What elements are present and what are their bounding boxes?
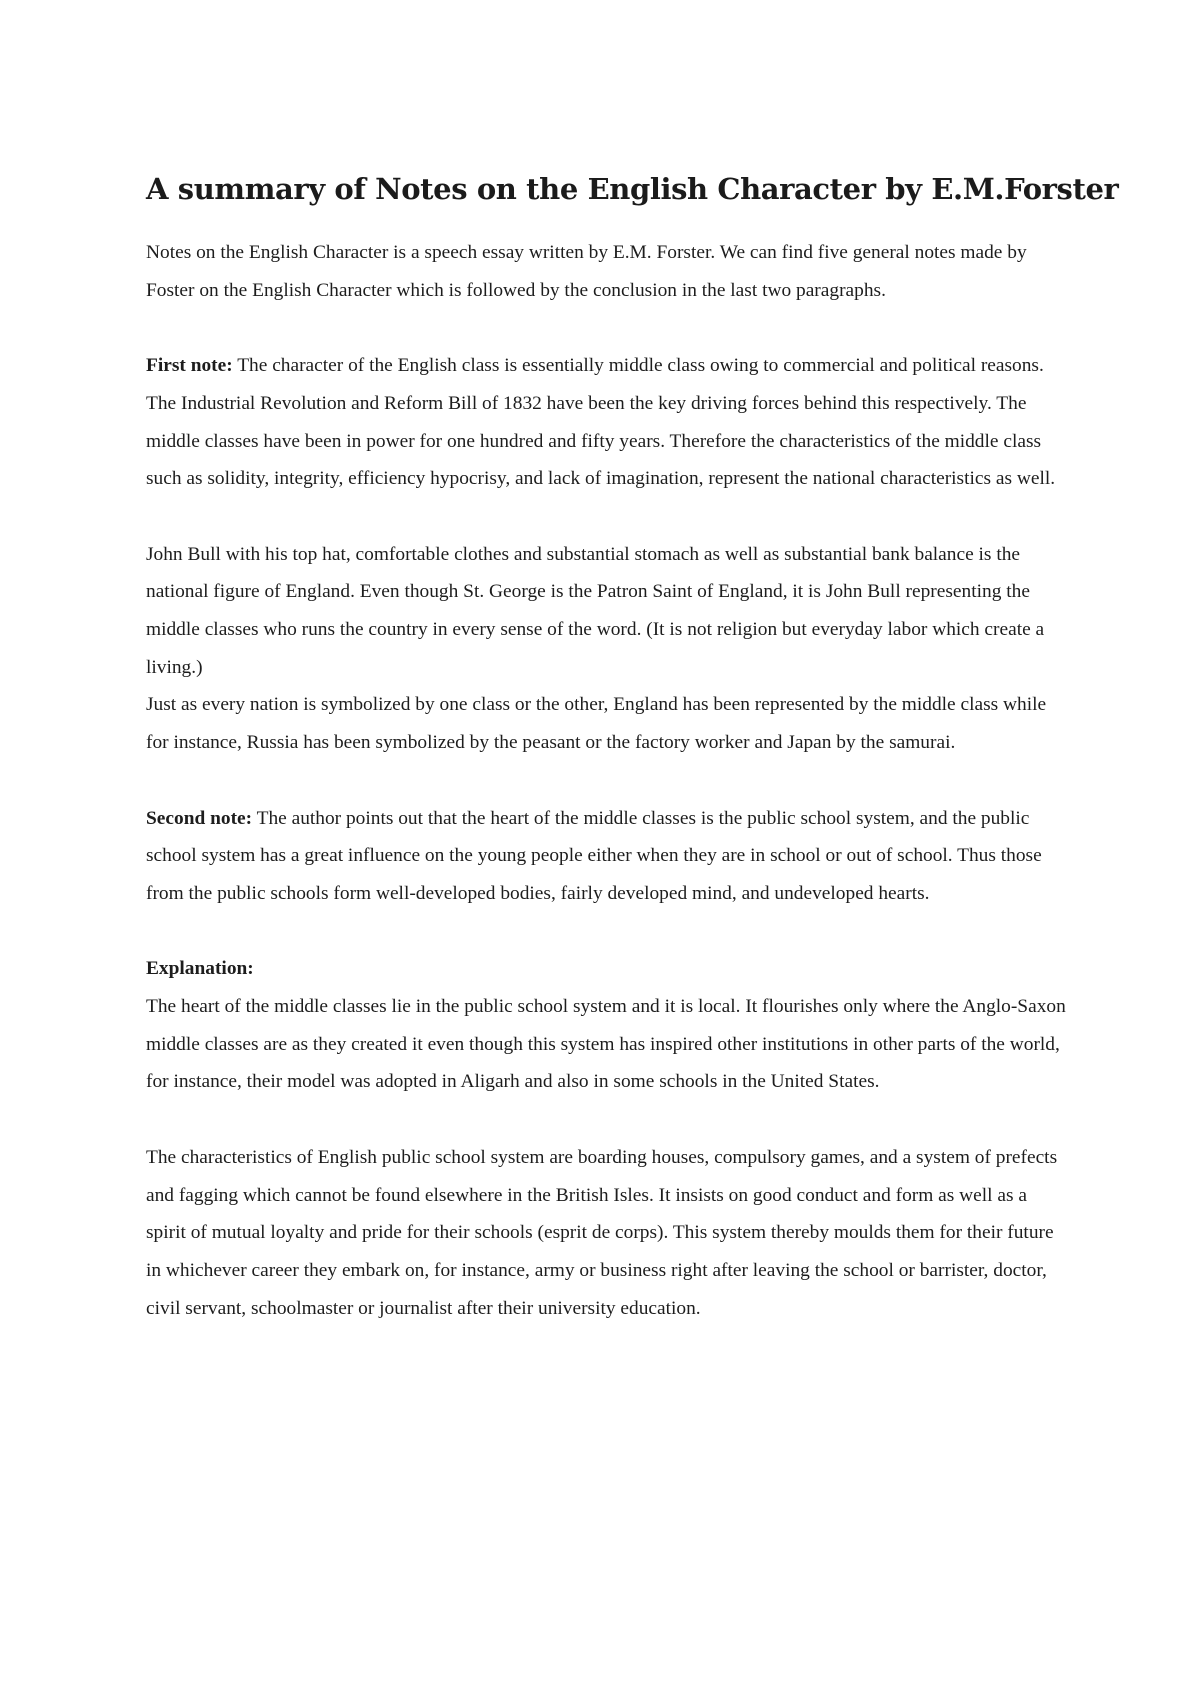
john-bull-paragraph: John Bull with his top hat, comfortable clothes and substantial stomach as well as substantial bank balance is the national figure of England. Even though St. George is the Patron Saint of England, it is John Bull representing the middle classes who runs the country in every sense of the word. (It is not religion but everyday labor which create a living.) [146, 543, 1045, 678]
document-page [146, 168, 1119, 1327]
paragraph-gap [146, 309, 1066, 347]
second-note-text: The author points out that the heart of the middle classes is the public school system, and the public school system has a great influence on the young people either when they are in school or out of school. Thus those from the public schools form well-developed bodies, fairly developed mind, and undeveloped hearts. [146, 807, 1042, 904]
paragraph-gap [146, 913, 1066, 951]
explanation-heading: Explanation: [146, 958, 254, 980]
second-note-lead: Second note: [146, 807, 253, 829]
second-note-paragraph [146, 800, 1066, 913]
characteristics-paragraph: The characteristics of English public school system are boarding houses, compulsory games, and a system of prefects and fagging which cannot be found elsewhere in the British Isles. It insists on good conduct and form as well as a spirit of mutual loyalty and pride for their schools (esprit de corps). This system thereby moulds them for their future in whichever career they embark on, for instance, army or business right after leaving the school or barrister, doctor, civil servant, schoolmaster or journalist after their university education. [146, 1146, 1058, 1319]
document-title: A summary of Notes on the English Character by E.M.Forster [146, 172, 1119, 206]
paragraph-gap [146, 762, 1066, 800]
paragraph-gap [146, 1101, 1066, 1139]
explanation-paragraph: The heart of the middle classes lie in the public school system and it is local. It flourishes only where the Anglo-Saxon middle classes are as they created it even though this system has inspired other institutions in other parts of the world, for instance, their model was adopted in Aligarh and also in some schools in the United States. [146, 996, 1066, 1093]
first-note-text: The character of the English class is essentially middle class owing to commercial and political reasons. The Industrial Revolution and Reform Bill of 1832 have been the key driving forces behind this respectively. The middle classes have been in power for one hundred and fifty years. Therefore the characteristics of the middle class such as solidity, integrity, efficiency hypocrisy, and lack of imagination, represent the national characteristics as well. [146, 355, 1056, 490]
nation-symbol-paragraph: Just as every nation is symbolized by one class or the other, England has been represented by the middle class while for instance, Russia has been symbolized by the peasant or the factory worker and Japan by the samurai. [146, 694, 1047, 754]
first-note-paragraph [146, 347, 1066, 498]
paragraph-gap [146, 498, 1066, 536]
first-note-lead: First note: [146, 355, 233, 377]
intro-paragraph: Notes on the English Character is a speech essay written by E.M. Forster. We can find five general notes made by Foster on the English Character which is followed by the conclusion in the last two paragraphs. [146, 242, 1027, 301]
